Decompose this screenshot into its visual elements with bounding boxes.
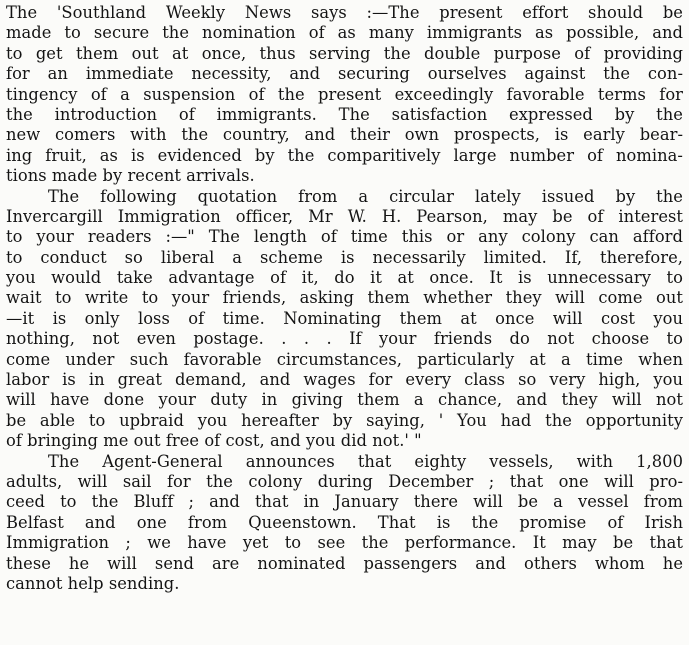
text-line: cannot help sending. <box>6 573 180 593</box>
text-line: for an immediate necessity, and securing ourselves against the con- <box>6 64 683 84</box>
text-line: Immigration ; we have yet to see the performance. It may be that <box>6 533 683 553</box>
text-line: new comers with the country, and their own prospects, is early bear- <box>6 125 683 145</box>
text-line: to conduct so liberal a scheme is necessarily limited. If, therefore, <box>6 247 683 267</box>
article-paragraph <box>6 452 683 595</box>
text-line: the introduction of immigrants. The satisfaction expressed by the <box>6 104 683 124</box>
text-line: tions made by recent arrivals. <box>6 166 255 186</box>
text-line: will have done your duty in giving them a chance, and they will not <box>6 390 683 410</box>
article-paragraph <box>6 187 683 452</box>
text-line: to get them out at once, thus serving the double purpose of providing <box>6 43 683 63</box>
text-line: come under such favorable circumstances, particularly at a time when <box>6 349 683 369</box>
text-line: The Agent-General announces that eighty vessels, with 1,800 <box>48 451 683 471</box>
text-line: Belfast and one from Queenstown. That is the promise of Irish <box>6 512 683 532</box>
text-line: of bringing me out free of cost, and you did not.' " <box>6 431 422 451</box>
text-line: labor is in great demand, and wages for every class so very high, you <box>6 370 683 390</box>
text-line: ing fruit, as is evidenced by the comparitively large number of nomina- <box>6 145 683 165</box>
text-line: Invercargill Immigration officer, Mr W. H. Pearson, may be of interest <box>6 206 683 226</box>
article-paragraph <box>6 3 683 187</box>
text-line: made to secure the nomination of as many immigrants as possible, and <box>6 23 683 43</box>
text-line: nothing, not even postage. . . . If your friends do not choose to <box>6 329 683 349</box>
text-line: to your readers :—" The length of time this or any colony can afford <box>6 227 683 247</box>
text-line: wait to write to your friends, asking them whether they will come out <box>6 288 683 308</box>
text-line: ceed to the Bluff ; and that in January there will be a vessel from <box>6 492 683 512</box>
text-line: tingency of a suspension of the present exceedingly favorable terms for <box>6 84 683 104</box>
text-line: these he will send are nominated passengers and others whom he <box>6 553 683 573</box>
text-line: you would take advantage of it, do it at once. It is unnecessary to <box>6 268 683 288</box>
text-line: be able to upbraid you hereafter by saying, ' You had the opportunity <box>6 410 683 430</box>
text-line: adults, will sail for the colony during December ; that one will pro- <box>6 471 683 491</box>
text-line: The 'Southland Weekly News says :—The present effort should be <box>6 3 683 22</box>
text-line: —it is only loss of time. Nominating them at once will cost you <box>6 308 683 328</box>
text-line: The following quotation from a circular lately issued by the <box>48 186 683 206</box>
